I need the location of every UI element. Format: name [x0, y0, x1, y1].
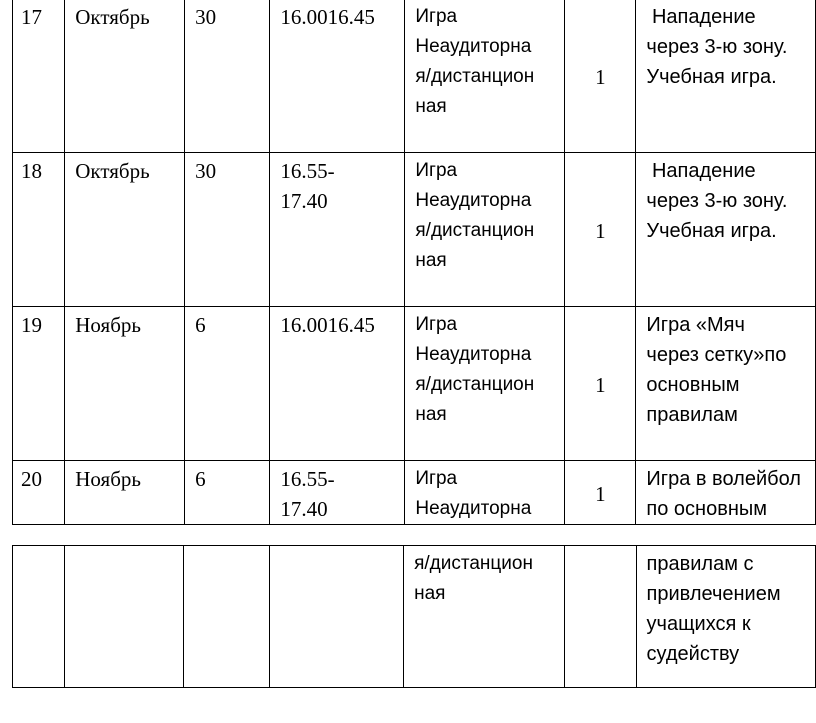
hours-cell: 1 — [565, 307, 636, 461]
hours-cell — [564, 546, 636, 688]
form-line: Игра — [415, 314, 458, 335]
form-line: ная — [415, 96, 447, 117]
form-line: ная — [415, 250, 447, 271]
topic-line: Учебная игра. — [646, 220, 777, 242]
topic-line: судейству — [646, 643, 740, 665]
time-line: 17.40 — [280, 189, 328, 213]
time-line: 16.55- — [280, 467, 335, 491]
day-cell: 6 — [185, 307, 270, 461]
topic-line: Игра в волейбол — [646, 468, 801, 490]
form-line: я/дистанцион — [415, 374, 535, 395]
hours-cell: 1 — [565, 461, 636, 525]
form-line: Игра — [415, 468, 458, 489]
month-cell: Ноябрь — [65, 307, 185, 461]
topic-line: через 3-ю зону. — [646, 190, 788, 212]
schedule-table — [12, 0, 816, 525]
topic-line: учащихся к — [646, 613, 751, 635]
table-row — [13, 546, 816, 688]
topic-line: Игра «Мяч — [646, 314, 745, 336]
time-cell — [270, 546, 404, 688]
form-line: ная — [415, 404, 447, 425]
form-line: Неаудиторна — [415, 190, 532, 211]
form-cell — [405, 153, 565, 307]
form-cell — [405, 0, 565, 153]
row-number: 18 — [13, 153, 65, 307]
form-line: Неаудиторна — [415, 36, 532, 57]
topic-line: по основным — [646, 498, 768, 520]
day-cell — [184, 546, 270, 688]
time-cell — [270, 461, 405, 525]
month-cell: Октябрь — [65, 153, 185, 307]
topic-line: Нападение — [646, 160, 756, 182]
topic-line: Нападение — [646, 6, 756, 28]
time-cell — [270, 153, 405, 307]
form-line: Игра — [415, 6, 458, 27]
topic-cell — [636, 307, 816, 461]
form-line: Игра — [415, 160, 458, 181]
hours-cell: 1 — [565, 153, 636, 307]
month-cell: Ноябрь — [65, 461, 185, 525]
day-cell: 30 — [185, 153, 270, 307]
time-cell — [270, 0, 405, 153]
topic-line: правилам — [646, 404, 738, 426]
day-cell: 6 — [185, 461, 270, 525]
form-cell — [405, 461, 565, 525]
topic-line: привлечением — [646, 583, 781, 605]
schedule-table-continuation — [12, 545, 816, 688]
month-cell: Октябрь — [65, 0, 185, 153]
table-row — [13, 153, 816, 307]
day-cell: 30 — [185, 0, 270, 153]
topic-line: Учебная игра. — [646, 66, 777, 88]
row-number — [13, 546, 65, 688]
time-cell — [270, 307, 405, 461]
topic-line: через 3-ю зону. — [646, 36, 788, 58]
topic-cell — [636, 0, 816, 153]
hours-cell: 1 — [565, 0, 636, 153]
topic-cell — [636, 461, 816, 525]
topic-line: правилам с — [646, 553, 754, 575]
form-line: ная — [414, 583, 446, 604]
form-cell — [404, 546, 564, 688]
row-number: 17 — [13, 0, 65, 153]
table-row — [13, 307, 816, 461]
table-row — [13, 461, 816, 525]
row-number: 19 — [13, 307, 65, 461]
time-line: 16.0016.45 — [280, 313, 375, 337]
form-line: я/дистанцион — [414, 553, 533, 574]
time-line: 17.40 — [280, 497, 328, 521]
month-cell — [65, 546, 184, 688]
row-number: 20 — [13, 461, 65, 525]
form-cell — [405, 307, 565, 461]
form-line: Неаудиторна — [415, 344, 532, 365]
time-line: 16.55- — [280, 159, 335, 183]
table-row — [13, 0, 816, 153]
form-line: я/дистанцион — [415, 66, 535, 87]
topic-line: основным — [646, 374, 740, 396]
topic-cell — [636, 546, 815, 688]
form-line: Неаудиторна — [415, 498, 532, 519]
form-line: я/дистанцион — [415, 220, 535, 241]
time-line: 16.0016.45 — [280, 5, 375, 29]
topic-cell — [636, 153, 816, 307]
topic-line: через сетку»по — [646, 344, 787, 366]
